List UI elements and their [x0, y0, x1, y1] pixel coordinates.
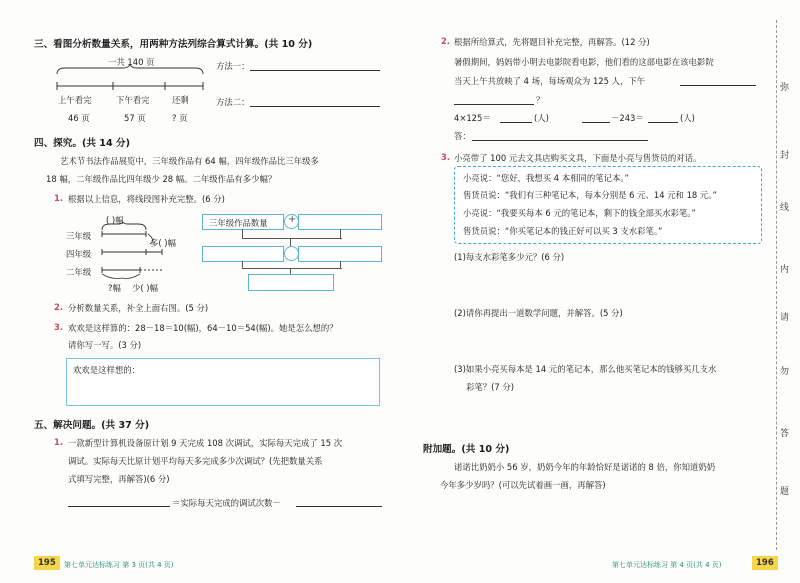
right-q2-eq1-unit: (人) — [534, 113, 549, 123]
right-q2-eq2-blank-b[interactable] — [648, 122, 678, 123]
right-q3-sub-3b: 彩笔？(7 分) — [466, 382, 515, 392]
part-label-remaining: 还剩 — [172, 95, 189, 105]
flow-box-grade3-label: 三年级作品数量 — [209, 218, 268, 228]
grade-3-label: 三年级 — [66, 231, 92, 241]
grade-4-label: 四年级 — [66, 249, 92, 259]
section-3-title: 三、看图分析数量关系，用两种方法列综合算式计算。(共 10 分) — [34, 39, 313, 50]
right-q2-number: 2. — [441, 36, 451, 46]
right-q2-text-a: 根据所给算式，先将题目补充完整，再解答。(12 分) — [454, 37, 650, 47]
flow-connector-1c — [290, 238, 291, 246]
method-1-answer-line[interactable] — [250, 70, 380, 71]
right-q3-intro: 小亮带了 100 元去文具店购买文具，下面是小亮与售货员的对话。 — [454, 153, 702, 163]
value-morning: 46 页 — [68, 113, 90, 123]
bracket-top-label: ( )幅 — [106, 215, 124, 225]
total-pages-label: 一共 140 页 — [108, 57, 155, 67]
flow-plus-circle — [284, 214, 299, 229]
flow-connector-2a — [242, 261, 243, 268]
method-2-answer-line[interactable] — [250, 106, 380, 107]
right-q3-sub-3a: (3)如果小亮买每本是 14 元的笔记本，那么他买笔记本的钱够买几支水 — [454, 364, 717, 374]
flow-box-2[interactable] — [298, 214, 382, 230]
right-q2-eq2: －243＝ — [611, 113, 644, 123]
sec5-q1-number: 1. — [54, 437, 64, 447]
flow-connector-1a — [242, 229, 243, 238]
right-q3-number: 3. — [441, 152, 451, 162]
seal-dashed-line — [776, 20, 777, 550]
q3-text-1: 欢欢是这样算的：28－18＝10(幅)，64－10＝54(幅)。她是怎么想的？ — [68, 323, 338, 333]
q3-text-2: 请你写一写。(3 分) — [68, 340, 142, 350]
right-q2-text-b: 暑假期间，妈妈带小明去电影院看电影，他们看的这部电影在该电影院 — [454, 57, 714, 67]
grade-2-question: ?幅 — [108, 283, 121, 293]
flow-box-result[interactable] — [248, 274, 334, 291]
q2-number: 2. — [54, 302, 64, 312]
method-2-label: 方法二： — [216, 97, 250, 107]
q1-number: 1. — [54, 193, 64, 203]
value-afternoon: 57 页 — [124, 113, 146, 123]
value-remaining: ? 页 — [172, 113, 188, 123]
relation-blank-1[interactable] — [68, 506, 170, 507]
right-q2-answer-label: 答： — [454, 131, 471, 141]
seal-char-2: 封 — [780, 151, 790, 161]
more-label: 多( )幅 — [150, 238, 176, 248]
q1-text: 根据以上信息，将线段图补充完整。(6 分) — [68, 194, 225, 204]
less-label: 少( )幅 — [132, 283, 158, 293]
flow-connector-2b — [340, 261, 341, 268]
sec5-q1-text-2: 调试。实际每天比原计划平均每天多完成多少次调试？(先把数量关系 — [68, 456, 323, 466]
flow-box-4[interactable] — [298, 246, 382, 262]
section-5-title: 五、解决问题。(共 37 分) — [34, 420, 150, 431]
sec5-q1-text-3: 式填写完整，再解答)(6 分) — [68, 474, 170, 484]
seal-char-8: 题 — [780, 487, 790, 497]
right-footer-text: 第七单元达标练习 第 4 页(共 4 页) — [612, 561, 722, 569]
seal-char-4: 内 — [780, 265, 790, 275]
plus-sign: + — [288, 214, 297, 225]
q3-number: 3. — [54, 322, 64, 332]
part-label-afternoon: 下午看完 — [116, 95, 150, 105]
right-q2-text-c: 当天上午共放映了 4 场，每场观众为 125 人，下午 — [454, 76, 646, 86]
flow-connector-1 — [242, 238, 342, 239]
seal-char-7: 答 — [780, 429, 790, 439]
flow-connector-1b — [340, 229, 341, 238]
dialogue-box — [454, 166, 762, 244]
bonus-title: 附加题。(共 10 分) — [423, 444, 510, 455]
dialogue-line-4: 售货员说：“你买笔记本的钱正好可以买 3 支水彩笔。” — [463, 226, 663, 236]
section-4-intro-2: 18 幅，二年级作品比四年级少 28 幅。二年级作品有多少幅？ — [46, 174, 277, 184]
right-q2-eq2-blank-a[interactable] — [582, 122, 610, 123]
section-4-intro-1: 艺术节书法作品展览中，三年级作品有 64 幅，四年级作品比三年级多 — [60, 156, 319, 166]
relation-text: ＝实际每天完成的调试次数－ — [172, 498, 281, 508]
left-page-number: 195 — [34, 556, 60, 570]
right-q2-blank-2[interactable] — [454, 104, 534, 105]
dialogue-line-1: 小亮说：“您好，我想买 4 本相同的笔记本。” — [463, 173, 629, 183]
method-1-label: 方法一： — [216, 61, 250, 71]
brace-and-segment — [55, 64, 205, 94]
right-q2-blank-1[interactable] — [680, 85, 756, 86]
right-q2-question-mark: ？ — [536, 95, 545, 105]
right-q3-sub-2: (2)请你再提出一道数学问题，并解答。(5 分) — [454, 308, 623, 318]
huanhuan-thought-box[interactable] — [66, 358, 380, 406]
right-q3-sub-1: (1)每支水彩笔多少元？(6 分) — [454, 252, 565, 262]
bonus-text-a: 诺诺比奶奶小 56 岁，奶奶今年的年龄恰好是诺诺的 8 倍，你知道奶奶 — [454, 462, 716, 472]
flow-operator-circle[interactable] — [284, 246, 299, 261]
seal-char-1: 弥 — [780, 83, 790, 93]
bonus-text-b: 今年多少岁吗？(可以先试着画一画，再解答) — [440, 480, 606, 490]
right-q2-answer-line[interactable] — [472, 140, 648, 141]
grade-2-label: 二年级 — [66, 267, 92, 277]
flow-box-3[interactable] — [202, 246, 284, 262]
q2-text: 分析数量关系，补全上面右图。(5 分) — [68, 303, 209, 313]
huanhuan-thought-label: 欢欢是这样想的： — [73, 365, 140, 375]
sec5-q1-text-1: 一款新型计算机设备原计划 9 天完成 108 次调试，实际每天完成了 15 次 — [68, 438, 343, 448]
section-4-title: 四、探究。(共 14 分) — [34, 138, 130, 149]
right-page-number: 196 — [752, 556, 778, 570]
part-label-morning: 上午看完 — [58, 95, 92, 105]
seal-char-3: 线 — [780, 203, 790, 213]
dialogue-line-3: 小亮说：“我要买每本 6 元的笔记本，剩下的钱全部买水彩笔。” — [463, 208, 696, 218]
seal-char-5: 请 — [780, 313, 790, 323]
dialogue-line-2: 售货员说：“我们有三种笔记本，每本分别是 6 元、14 元和 18 元。” — [463, 190, 717, 200]
right-q2-eq1-blank[interactable] — [500, 122, 532, 123]
flow-connector-2 — [242, 268, 342, 269]
right-q2-eq2-unit: (人) — [680, 113, 695, 123]
left-footer-text: 第七单元达标练习 第 3 页(共 4 页) — [64, 561, 174, 569]
flow-box-grade3 — [202, 214, 284, 230]
relation-blank-2[interactable] — [296, 506, 382, 507]
seal-char-6: 勿 — [780, 367, 790, 377]
right-q2-eq1: 4×125＝ — [454, 113, 491, 123]
